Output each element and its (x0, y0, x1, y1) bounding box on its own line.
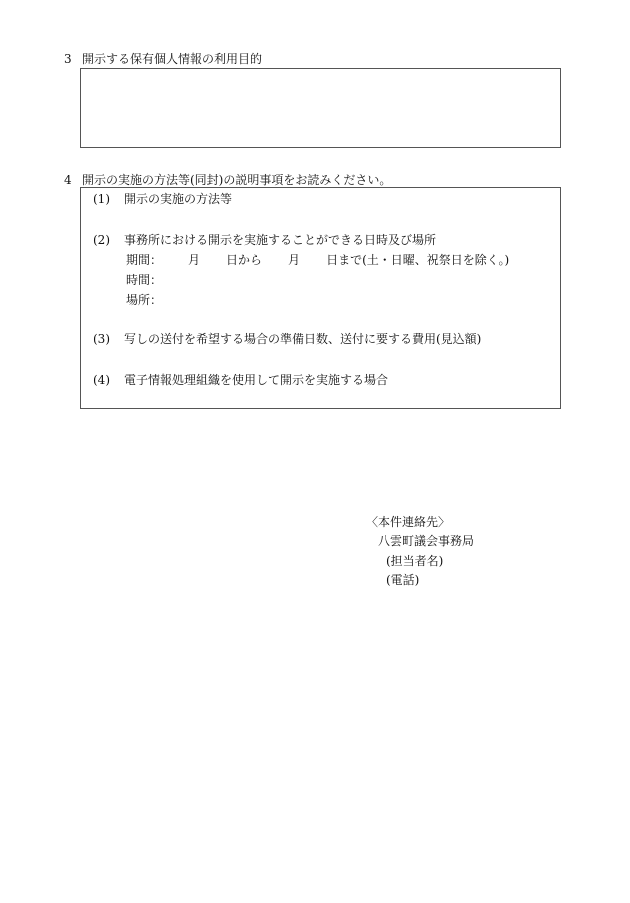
section-4-title: 開示の実施の方法等(同封)の説明事項をお読みください。 (82, 173, 392, 187)
section-4-number: 4 (64, 173, 72, 187)
period-line (126, 252, 509, 268)
item-3-number: (3) (93, 332, 110, 346)
item-2-number: (2) (93, 233, 110, 247)
item-2 (93, 232, 436, 248)
place-label: 場所： (126, 293, 163, 307)
item-4 (93, 372, 388, 388)
period-label: 期間： (126, 253, 163, 267)
period-month-2: 月 (288, 253, 301, 267)
item-1-number: (1) (93, 192, 110, 206)
contact-phone: (電話) (386, 573, 420, 587)
item-1 (93, 191, 232, 207)
section-3-title: 開示する保有個人情報の利用目的 (82, 52, 263, 66)
section-4-heading (64, 172, 391, 188)
contact-title: 〈本件連絡先〉 (366, 515, 451, 529)
item-4-number: (4) (93, 373, 110, 387)
period-day-until: 日まで(土・日曜、祝祭日を除く。) (326, 253, 510, 267)
contact-office: 八雲町議会事務局 (378, 534, 475, 548)
period-month-1: 月 (188, 253, 201, 267)
period-day-from: 日から (226, 253, 263, 267)
purpose-input-box[interactable] (80, 68, 561, 148)
item-3-text: 写しの送付を希望する場合の準備日数、送付に要する費用(見込額) (124, 332, 482, 346)
item-1-text: 開示の実施の方法等 (124, 192, 233, 206)
section-3-heading (64, 51, 262, 67)
section-3-number: 3 (64, 52, 72, 66)
item-3 (93, 331, 481, 347)
item-2-text: 事務所における開示を実施することができる日時及び場所 (124, 233, 437, 247)
contact-person: (担当者名) (386, 554, 444, 568)
item-4-text: 電子情報処理組織を使用して開示を実施する場合 (124, 373, 389, 387)
time-label: 時間： (126, 273, 163, 287)
